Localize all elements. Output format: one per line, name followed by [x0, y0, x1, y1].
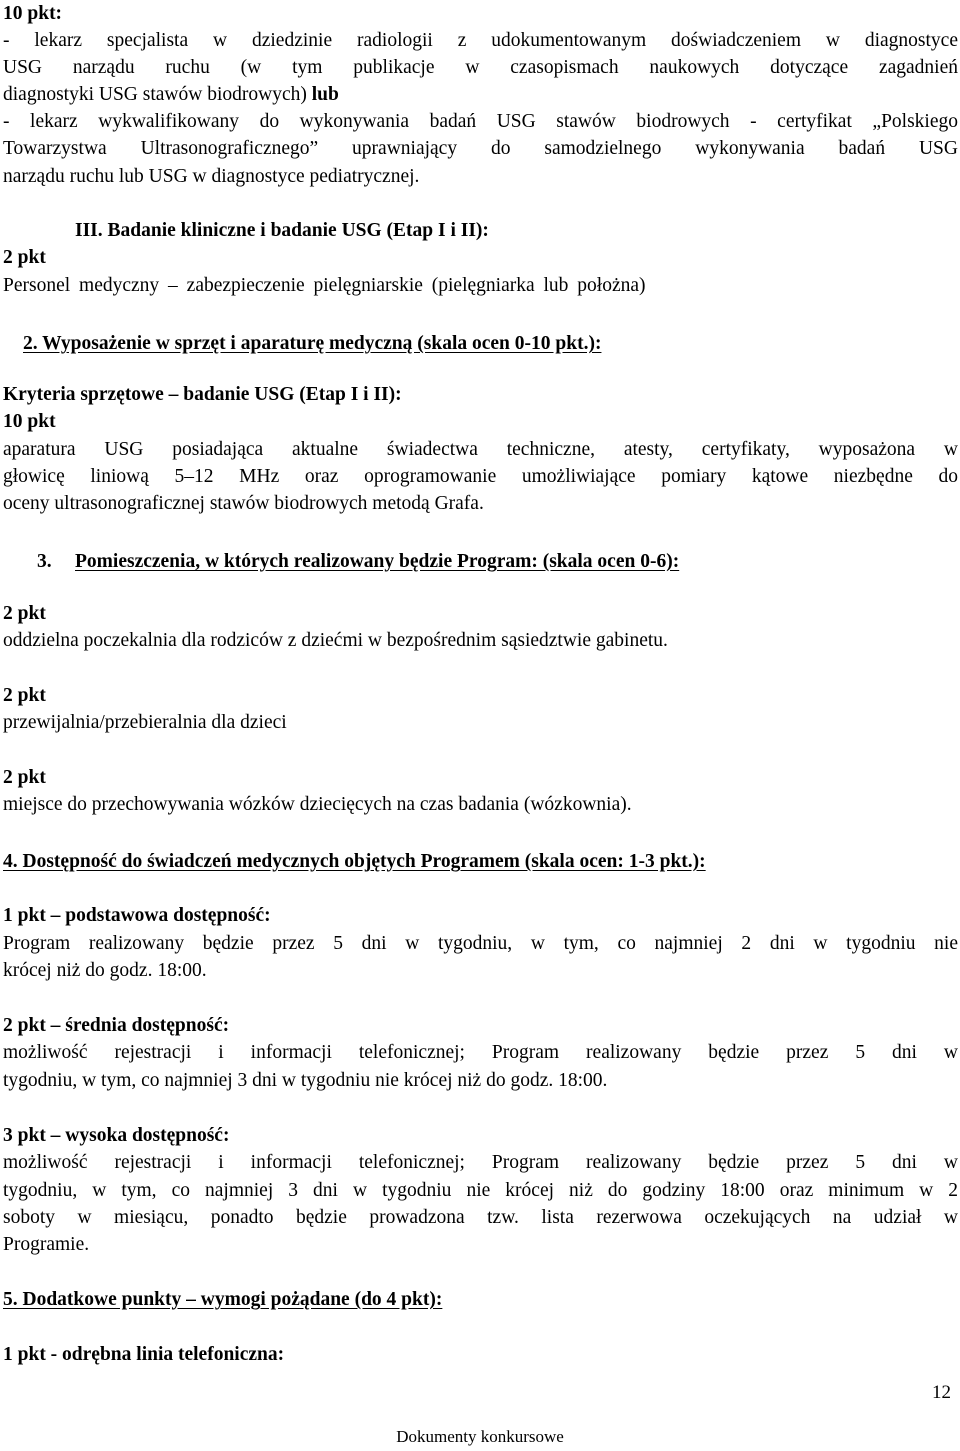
paragraph-line: soboty w miesiącu, ponadto będzie prowadzona tzw. lista rezerwowa oczekujących na udział w: [3, 1207, 958, 1228]
points-label: 10 pkt: [3, 411, 56, 432]
points-label: 2 pkt: [3, 247, 46, 268]
paragraph-line: aparatura USG posiadająca aktualne świadectwa techniczne, atesty, certyfikaty, wyposażona w: [3, 439, 958, 460]
paragraph-line: Personel medyczny – zabezpieczenie pielęgniarskie (pielęgniarka lub położna): [3, 275, 646, 296]
paragraph-line: Program realizowany będzie przez 5 dni w tygodniu, w tym, co najmniej 2 dni w tygodniu nie: [3, 933, 958, 954]
points-label: 2 pkt: [3, 685, 46, 706]
points-label: 2 pkt: [3, 767, 46, 788]
page-number: 12: [932, 1382, 951, 1403]
paragraph-line: [3, 81, 339, 109]
paragraph-line: tygodniu, w tym, co najmniej 3 dni w tygodniu nie krócej niż do godz. 18:00.: [3, 1070, 608, 1091]
paragraph-line: możliwość rejestracji i informacji telefonicznej; Program realizowany będzie przez 5 dni w: [3, 1152, 958, 1173]
paragraph-line: - lekarz specjalista w dziedzinie radiologii z udokumentowanym doświadczeniem w diagnostyce: [3, 30, 958, 51]
section-heading-equipment: 2. Wyposażenie w sprzęt i aparaturę medyczną (skala ocen 0-10 pkt.):: [23, 333, 602, 354]
section-heading-additional: 5. Dodatkowe punkty – wymogi pożądane (do 4 pkt):: [3, 1289, 443, 1310]
list-item: miejsce do przechowywania wózków dziecięcych na czas badania (wózkownia).: [3, 794, 632, 815]
paragraph-line: tygodniu, w tym, co najmniej 3 dni w tygodniu nie krócej niż do godziny 18:00 oraz minimum w 2: [3, 1180, 958, 1201]
paragraph-line: USG narządu ruchu (w tym publikacje w czasopismach naukowych dotyczące zagadnień: [3, 57, 958, 78]
paragraph-line: oceny ultrasonograficznej stawów biodrowych metodą Grafa.: [3, 493, 484, 514]
list-item: przewijalnia/przebieralnia dla dzieci: [3, 712, 287, 733]
criteria-heading: Kryteria sprzętowe – badanie USG (Etap I i II):: [3, 384, 402, 405]
additional-item: 1 pkt - odrębna linia telefoniczna:: [3, 1344, 285, 1365]
or-keyword: lub: [311, 84, 339, 105]
section-heading-availability: 4. Dostępność do świadczeń medycznych objętych Programem (skala ocen: 1-3 pkt.):: [3, 851, 706, 872]
points-label: 2 pkt: [3, 603, 46, 624]
paragraph-text: diagnostyki USG stawów biodrowych): [3, 84, 312, 105]
paragraph-line: Programie.: [3, 1234, 90, 1255]
section-number: 3.: [37, 551, 52, 572]
list-item: oddzielna poczekalnia dla rodziców z dziećmi w bezpośrednim sąsiedztwie gabinetu.: [3, 630, 668, 651]
paragraph-line: krócej niż do godz. 18:00.: [3, 960, 207, 981]
footer-label: Dokumenty konkursowe: [396, 1427, 564, 1446]
section-heading-rooms: Pomieszczenia, w których realizowany będzie Program: (skala ocen 0-6):: [75, 551, 680, 572]
subheading-high: 3 pkt – wysoka dostępność:: [3, 1125, 230, 1146]
subheading-basic: 1 pkt – podstawowa dostępność:: [3, 905, 271, 926]
section-heading-10pkt: 10 pkt:: [3, 3, 63, 24]
paragraph-line: narządu ruchu lub USG w diagnostyce pediatrycznej.: [3, 166, 420, 187]
section-heading-clinical: III. Badanie kliniczne i badanie USG (Etap I i II):: [75, 220, 489, 241]
paragraph-line: - lekarz wykwalifikowany do wykonywania badań USG stawów biodrowych - certyfikat „Polskiego: [3, 111, 958, 132]
paragraph-line: Towarzystwa Ultrasonograficznego” uprawniający do samodzielnego wykonywania badań USG: [3, 138, 958, 159]
subheading-medium: 2 pkt – średnia dostępność:: [3, 1015, 230, 1036]
paragraph-line: głowicę liniową 5–12 MHz oraz oprogramowanie umożliwiające pomiary kątowe niezbędne do: [3, 466, 958, 487]
paragraph-line: możliwość rejestracji i informacji telefonicznej; Program realizowany będzie przez 5 dni w: [3, 1042, 958, 1063]
